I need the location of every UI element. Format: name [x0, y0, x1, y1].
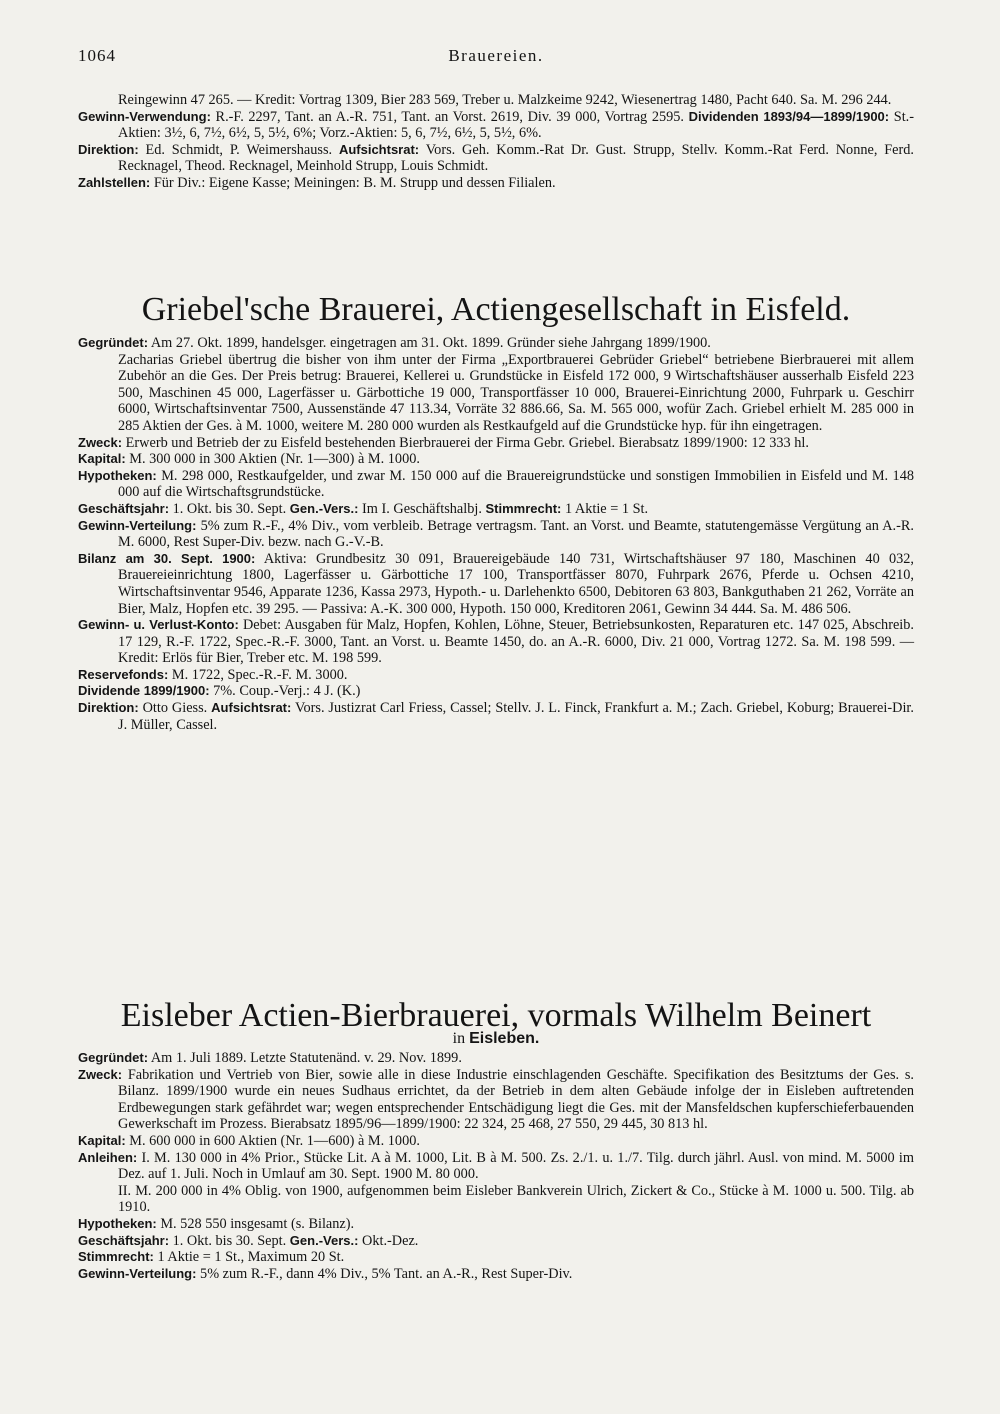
field-label: Gen.-Vers.:: [289, 500, 359, 516]
entry-paragraph: [78, 1233, 914, 1250]
field-text: 1 Aktie = 1 St.: [564, 500, 649, 517]
subtitle-place: Eisleben.: [469, 1030, 540, 1047]
field-label: Zahlstellen:: [78, 174, 151, 190]
entry-paragraph: [78, 1266, 914, 1283]
field-label: Reservefonds:: [78, 666, 169, 682]
field-label: Geschäftsjahr:: [78, 1232, 170, 1248]
field-text: M. 298 000, Restkaufgelder, und zwar M. 150 000 auf die Brauereigrundstücke und sonstigen Immobilien in Eisfeld und M. 148 000 auf die Wirtschaftsgrundstücke.: [118, 467, 914, 501]
entry-paragraph: [78, 175, 914, 192]
field-label: Stimmrecht:: [78, 1249, 154, 1265]
field-label: Gewinn-Verteilung:: [78, 1265, 197, 1281]
field-text: 5% zum R.-F., dann 4% Div., 5% Tant. an A.-R., Rest Super-Div.: [200, 1265, 573, 1282]
field-text: Fabrikation und Vertrieb von Bier, sowie alle in diese Industrie einschlagenden Geschäfte. Specifikation des Besitztums der Ges. s. Bilanz. 1899/1900 wurde ein neues Sudhaus errichtet, da der Betrieb in dem alten Gebäude infolge der in Eisleben auftretenden Erdbewegungen stark gefährdet war; wegen entsprechender Entschädigung liegt die Ges. mit der Mansfeldschen kupferschieferbauenden Gewerkschaft im Prozess. Bierabsatz 1895/96—1899/1900: 22 324, 25 468, 27 550, 29 445, 30 813 hl.: [118, 1066, 915, 1133]
field-label: Aufsichtsrat:: [211, 700, 292, 716]
field-text: 7%. Coup.-Verj.: 4 J. (K.): [213, 683, 361, 700]
field-label: Anleihen:: [78, 1149, 138, 1165]
field-text: M. 300 000 in 300 Aktien (Nr. 1—300) à M. 1000.: [129, 451, 420, 468]
entry-paragraph: [78, 1067, 914, 1133]
field-label: Gewinn-Verwendung:: [78, 108, 211, 124]
field-text: M. 600 000 in 600 Aktien (Nr. 1—600) à M. 1000.: [129, 1132, 420, 1149]
entry-paragraph: [78, 468, 914, 501]
company-entry-eisleber: [78, 1050, 914, 1282]
field-text: Reingewinn 47 265. — Kredit: Vortrag 1309, Bier 283 569, Treber u. Malzkeime 9242, Wiesenertrag 1480, Pacht 640. Sa. M. 296 244.: [118, 92, 892, 108]
field-text: Am 1. Juli 1889. Letzte Statutenänd. v. 29. Nov. 1899.: [150, 1050, 462, 1066]
company-subtitle-eisleber: [78, 1029, 914, 1049]
field-text: Für Div.: Eigene Kasse; Meiningen: B. M. Strupp und dessen Filialen.: [153, 174, 556, 191]
field-text: Vors. Justizrat Carl Friess, Cassel; Stellv. J. L. Finck, Frankfurt a. M.; Zach. Griebel, Koburg; Brauerei-Dir. J. Müller, Cassel.: [118, 700, 914, 733]
field-label: Geschäftsjahr:: [78, 500, 170, 516]
entry-paragraph: [78, 667, 914, 684]
field-text: 5% zum R.-F., 4% Div., vom verbleib. Betrage vertragsm. Tant. an Vorst. und Beamte, statutengemässe Vergütung an A.-R. M. 6000, Rest Super-Div. bezw. nach G.-V.-B.: [118, 517, 914, 551]
field-label: Hypotheken:: [78, 1215, 157, 1231]
entry-paragraph: [78, 1183, 914, 1216]
field-label: Bilanz am 30. Sept. 1900:: [78, 550, 256, 566]
field-label: Kapital:: [78, 1132, 126, 1148]
subtitle-prefix: in: [452, 1030, 466, 1047]
field-label: Gewinn- u. Verlust-Konto:: [78, 617, 239, 633]
field-text: Zacharias Griebel übertrug die bisher von ihm unter der Firma „Exportbrauerei Gebrüder Griebel“ betriebene Bierbrauerei mit allem Zubehör an die Ges. Der Preis betrug: Brauerei, Kellerei u. Grundstücke in Eisfeld 172 000, 9 Wirtschaftshäuser ausserhalb Eisfeld 223 500, Maschinen 45 000, Lagerfässer u. Gärbottiche 19 000, Transportfässer 10 000, Brauerei-Einrichtung 2000, Fuhrpark u. Geschirr 6000, Wirtschaftsinventar 7500, Aussenstände 47 113.34, Vorräte 32 886.66, Sa. M. 565 000, wofür Zach. Griebel erhielt M. 285 000 in 285 Aktien der Ges. à M. 1000, weitere M. 280 000 wurden als Restkaufgeld auf die Grundstücke hyp. für ihn eingetragen.: [118, 351, 914, 434]
field-label: Direktion:: [78, 700, 139, 716]
entry-paragraph: [78, 109, 914, 142]
field-text: Debet: Ausgaben für Malz, Hopfen, Kohlen, Löhne, Steuer, Betriebsunkosten, Reparaturen etc. 147 025, Abschreib. 17 129, R.-F. 1722, Spec.-R.-F. 3000, Tant. an Vorst. u. Beamte 1450, do. an A.-R. 6000, Div. 21 000, Vortrag 1272. Sa. M. 198 599. — Kredit: Erlös für Bier, Treber etc. M. 198 599.: [118, 617, 915, 667]
entry-paragraph: [78, 1133, 914, 1150]
field-label: Gegründet:: [78, 1050, 149, 1065]
entry-paragraph: [78, 700, 914, 733]
entry-paragraph: [78, 1216, 914, 1233]
field-text: M. 1722, Spec.-R.-F. M. 3000.: [171, 666, 348, 683]
entry-paragraph: [78, 451, 914, 468]
entry-paragraph: [78, 335, 914, 352]
entry-paragraph: [78, 501, 914, 518]
entry-paragraph: [78, 683, 914, 700]
field-text: 1 Aktie = 1 St., Maximum 20 St.: [157, 1249, 345, 1266]
page-number: 1064: [78, 46, 116, 65]
field-label: Dividenden 1893/94—1899/1900:: [688, 108, 890, 124]
entry-paragraph: [78, 1150, 914, 1183]
field-text: Vors. Geh. Komm.-Rat Dr. Gust. Strupp, Stellv. Komm.-Rat Ferd. Nonne, Ferd. Recknagel, Theod. Recknagel, Meinhold Strupp, Louis Schmidt.: [118, 141, 915, 175]
entry-paragraph: [78, 142, 914, 175]
field-text: Im I. Geschäftshalbj.: [362, 500, 482, 517]
field-label: Stimmrecht:: [485, 500, 562, 516]
field-label: Zweck:: [78, 1066, 123, 1082]
entry-paragraph: [78, 617, 914, 667]
field-text: M. 528 550 insgesamt (s. Bilanz).: [160, 1215, 355, 1232]
entry-paragraph: [78, 92, 914, 109]
field-text: Otto Giess.: [142, 700, 208, 717]
entry-paragraph: [78, 518, 914, 551]
field-text: 1. Okt. bis 30. Sept.: [172, 1232, 287, 1249]
company-entry-griebel: [78, 335, 914, 733]
field-label: Hypotheken:: [78, 467, 157, 483]
field-label: Kapital:: [78, 451, 126, 467]
field-text: St.-Aktien: 3½, 6, 7½, 6½, 5, 5½, 6%; Vorz.-Aktien: 5, 6, 7½, 6½, 5, 5½, 6%.: [118, 108, 915, 142]
field-text: I. M. 130 000 in 4% Prior., Stücke Lit. A à M. 1000, Lit. B à M. 500. Zs. 2./1. u. 1./7. Tilg. durch jährl. Ausl. von mind. M. 5000 im Dez. auf 1. Juli. Noch in Umlauf am 30. Sept. 1900 M. 80 000.: [118, 1149, 915, 1183]
field-label: Aufsichtsrat:: [338, 141, 420, 157]
running-title: Brauereien.: [448, 46, 544, 65]
field-text: Erwerb und Betrieb der zu Eisfeld bestehenden Bierbrauerei der Firma Gebr. Griebel. Bierabsatz 1899/1900: 12 333 hl.: [125, 434, 809, 451]
entry-paragraph: [78, 435, 914, 452]
previous-entry: [78, 92, 914, 192]
field-label: Zweck:: [78, 434, 123, 450]
company-title-eisleber: Eisleber Actien-Bierbrauerei, vormals Wilhelm Beinert: [120, 997, 872, 1034]
field-text: Okt.-Dez.: [362, 1232, 419, 1249]
field-text: Ed. Schmidt, P. Weimershauss.: [145, 141, 333, 158]
field-label: Gewinn-Verteilung:: [78, 517, 197, 533]
field-text: 1. Okt. bis 30. Sept.: [172, 500, 287, 517]
field-text: R.-F. 2297, Tant. an A.-R. 751, Tant. an Vorst. 2619, Div. 39 000, Vortrag 2595.: [215, 108, 684, 125]
entry-paragraph: [78, 551, 914, 617]
field-label: Gegründet:: [78, 335, 149, 350]
company-title-griebel: Griebel'sche Brauerei, Actiengesellschaft in Eisfeld.: [141, 291, 851, 328]
field-label: Dividende 1899/1900:: [78, 683, 210, 699]
field-text: II. M. 200 000 in 4% Oblig. von 1900, aufgenommen beim Eisleber Bankverein Ulrich, Zickert & Co., Stücke à M. 1000 u. 500. Tilg. ab 1910.: [118, 1182, 914, 1216]
entry-paragraph: [78, 1050, 914, 1067]
entry-paragraph: [78, 352, 914, 435]
field-label: Direktion:: [78, 141, 139, 157]
field-text: Am 27. Okt. 1899, handelsger. eingetragen am 31. Okt. 1899. Gründer siehe Jahrgang 1899/1900.: [150, 335, 711, 351]
field-text: Aktiva: Grundbesitz 30 091, Brauereigebäude 140 731, Wirtschaftshäuser 97 180, Maschinen 40 032, Brauereieinrichtung 1800, Lagerfässer u. Gärbottiche 17 100, Transportfässer 8070, Fuhrpark 2676, Pferde u. Ochsen 4210, Wirtschaftsinventar 9546, Apparate 1236, Kassa 2973, Hypoth.- u. Darlehenkto 6500, Debitoren 63 803, Bankguthaben 21 262, Vorräte an Bier, Malz, Hopfen etc. 39 295. — Passiva: A.-K. 300 000, Hypoth. 150 000, Kreditoren 2061, Gewinn 34 444. Sa. M. 486 506.: [118, 550, 914, 617]
running-header: [78, 46, 914, 68]
entry-paragraph: [78, 1249, 914, 1266]
field-label: Gen.-Vers.:: [289, 1232, 359, 1248]
